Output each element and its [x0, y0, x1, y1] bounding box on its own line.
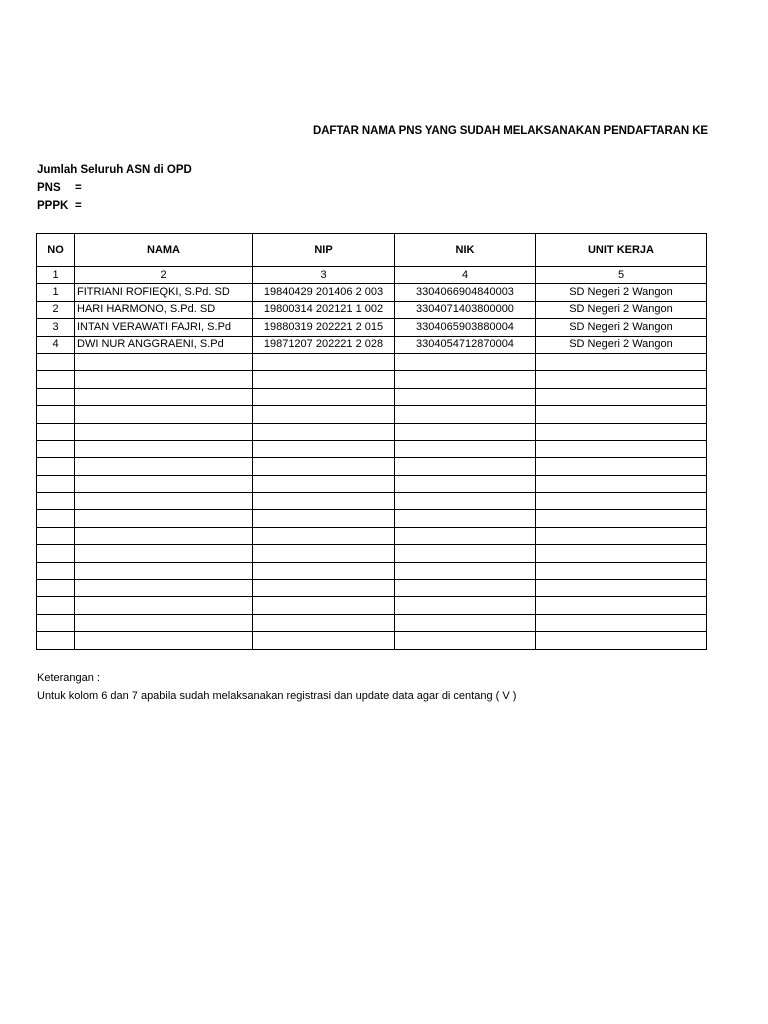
- empty-cell: [37, 475, 75, 492]
- empty-cell: [253, 371, 395, 388]
- cell-nama: INTAN VERAWATI FAJRI, S.Pd: [75, 319, 253, 336]
- summary-pns-line: [37, 180, 192, 198]
- header-unit-kerja: UNIT KERJA: [536, 234, 707, 267]
- column-number: 5: [536, 267, 707, 284]
- empty-cell: [75, 527, 253, 544]
- empty-cell: [37, 371, 75, 388]
- empty-cell: [395, 371, 536, 388]
- empty-cell: [253, 475, 395, 492]
- empty-cell: [75, 545, 253, 562]
- empty-cell: [395, 614, 536, 631]
- cell-unit-kerja: SD Negeri 2 Wangon: [536, 336, 707, 353]
- table-row: [37, 301, 707, 318]
- cell-nama: DWI NUR ANGGRAENI, S.Pd: [75, 336, 253, 353]
- cell-nik: 3304071403800000: [395, 301, 536, 318]
- empty-cell: [37, 580, 75, 597]
- header-no: NO: [37, 234, 75, 267]
- empty-table-row: [37, 371, 707, 388]
- empty-table-row: [37, 353, 707, 370]
- empty-table-row: [37, 440, 707, 457]
- empty-cell: [253, 423, 395, 440]
- empty-table-row: [37, 388, 707, 405]
- empty-cell: [536, 493, 707, 510]
- empty-cell: [395, 388, 536, 405]
- document-title: DAFTAR NAMA PNS YANG SUDAH MELAKSANAKAN PENDAFTARAN KE: [313, 125, 708, 137]
- summary-heading: Jumlah Seluruh ASN di OPD: [37, 164, 192, 176]
- cell-nama: FITRIANI ROFIEQKI, S.Pd. SD: [75, 284, 253, 301]
- empty-cell: [37, 597, 75, 614]
- empty-cell: [536, 475, 707, 492]
- empty-cell: [536, 580, 707, 597]
- empty-cell: [37, 632, 75, 649]
- table-row: [37, 336, 707, 353]
- empty-cell: [536, 545, 707, 562]
- empty-cell: [37, 493, 75, 510]
- pns-label: PNS: [37, 182, 61, 194]
- empty-cell: [536, 597, 707, 614]
- empty-cell: [395, 632, 536, 649]
- empty-cell: [75, 632, 253, 649]
- cell-unit-kerja: SD Negeri 2 Wangon: [536, 319, 707, 336]
- notes-label: Keterangan :: [37, 672, 100, 684]
- empty-cell: [395, 440, 536, 457]
- empty-cell: [75, 580, 253, 597]
- empty-cell: [75, 510, 253, 527]
- table-header-row: [37, 234, 707, 267]
- empty-cell: [37, 423, 75, 440]
- empty-cell: [395, 580, 536, 597]
- empty-cell: [37, 510, 75, 527]
- empty-cell: [536, 527, 707, 544]
- asn-summary: [37, 162, 192, 216]
- empty-cell: [253, 597, 395, 614]
- empty-cell: [253, 406, 395, 423]
- empty-cell: [395, 493, 536, 510]
- empty-cell: [37, 527, 75, 544]
- empty-cell: [253, 493, 395, 510]
- cell-nik: 3304065903880004: [395, 319, 536, 336]
- empty-cell: [536, 458, 707, 475]
- cell-nik: 3304054712870004: [395, 336, 536, 353]
- cell-unit-kerja: SD Negeri 2 Wangon: [536, 301, 707, 318]
- empty-table-row: [37, 406, 707, 423]
- empty-cell: [253, 458, 395, 475]
- pppk-equals: =: [75, 200, 82, 212]
- empty-table-row: [37, 423, 707, 440]
- empty-cell: [395, 545, 536, 562]
- empty-cell: [253, 388, 395, 405]
- empty-cell: [253, 614, 395, 631]
- empty-cell: [37, 440, 75, 457]
- empty-table-row: [37, 458, 707, 475]
- empty-cell: [536, 440, 707, 457]
- table-row: [37, 319, 707, 336]
- empty-cell: [395, 562, 536, 579]
- empty-cell: [253, 632, 395, 649]
- empty-cell: [253, 580, 395, 597]
- empty-table-row: [37, 527, 707, 544]
- table-row: [37, 284, 707, 301]
- empty-cell: [395, 406, 536, 423]
- empty-cell: [395, 597, 536, 614]
- empty-cell: [395, 458, 536, 475]
- empty-cell: [75, 423, 253, 440]
- column-number: 1: [37, 267, 75, 284]
- empty-cell: [395, 527, 536, 544]
- empty-table-row: [37, 580, 707, 597]
- empty-cell: [253, 545, 395, 562]
- empty-cell: [395, 475, 536, 492]
- header-nama: NAMA: [75, 234, 253, 267]
- empty-cell: [75, 562, 253, 579]
- cell-unit-kerja: SD Negeri 2 Wangon: [536, 284, 707, 301]
- empty-cell: [536, 562, 707, 579]
- cell-no: 4: [37, 336, 75, 353]
- cell-nip: 19840429 201406 2 003: [253, 284, 395, 301]
- empty-cell: [75, 353, 253, 370]
- cell-nama: HARI HARMONO, S.Pd. SD: [75, 301, 253, 318]
- column-number: 2: [75, 267, 253, 284]
- cell-nip: 19880319 202221 2 015: [253, 319, 395, 336]
- empty-cell: [253, 510, 395, 527]
- empty-cell: [37, 353, 75, 370]
- cell-no: 3: [37, 319, 75, 336]
- header-nip: NIP: [253, 234, 395, 267]
- empty-cell: [75, 388, 253, 405]
- empty-cell: [253, 353, 395, 370]
- empty-cell: [75, 406, 253, 423]
- empty-cell: [37, 562, 75, 579]
- header-nik: NIK: [395, 234, 536, 267]
- cell-nik: 3304066904840003: [395, 284, 536, 301]
- empty-cell: [75, 614, 253, 631]
- column-number: 4: [395, 267, 536, 284]
- empty-cell: [75, 440, 253, 457]
- column-number: 3: [253, 267, 395, 284]
- empty-table-row: [37, 545, 707, 562]
- empty-cell: [536, 632, 707, 649]
- empty-cell: [253, 562, 395, 579]
- summary-pppk-line: [37, 198, 192, 216]
- empty-table-row: [37, 614, 707, 631]
- empty-cell: [37, 388, 75, 405]
- column-number-row: [37, 267, 707, 284]
- empty-cell: [75, 475, 253, 492]
- empty-cell: [75, 371, 253, 388]
- notes-text: Untuk kolom 6 dan 7 apabila sudah melaksanakan registrasi dan update data agar di centang ( V ): [37, 690, 517, 702]
- empty-cell: [75, 597, 253, 614]
- empty-cell: [395, 353, 536, 370]
- empty-cell: [37, 614, 75, 631]
- pppk-label: PPPK: [37, 200, 69, 212]
- empty-cell: [75, 458, 253, 475]
- empty-table-row: [37, 475, 707, 492]
- empty-cell: [536, 388, 707, 405]
- pns-equals: =: [75, 182, 82, 194]
- empty-cell: [253, 527, 395, 544]
- cell-nip: 19800314 202121 1 002: [253, 301, 395, 318]
- cell-no: 1: [37, 284, 75, 301]
- empty-cell: [253, 440, 395, 457]
- empty-cell: [536, 423, 707, 440]
- cell-no: 2: [37, 301, 75, 318]
- asn-table: [36, 233, 707, 650]
- empty-cell: [536, 510, 707, 527]
- empty-cell: [395, 510, 536, 527]
- empty-cell: [75, 493, 253, 510]
- empty-cell: [536, 371, 707, 388]
- empty-table-row: [37, 510, 707, 527]
- empty-cell: [536, 406, 707, 423]
- empty-cell: [37, 458, 75, 475]
- notes-section: [37, 670, 516, 706]
- empty-cell: [37, 406, 75, 423]
- empty-table-row: [37, 562, 707, 579]
- empty-cell: [536, 353, 707, 370]
- empty-table-row: [37, 493, 707, 510]
- empty-table-row: [37, 632, 707, 649]
- empty-cell: [37, 545, 75, 562]
- empty-cell: [536, 614, 707, 631]
- cell-nip: 19871207 202221 2 028: [253, 336, 395, 353]
- empty-table-row: [37, 597, 707, 614]
- empty-cell: [395, 423, 536, 440]
